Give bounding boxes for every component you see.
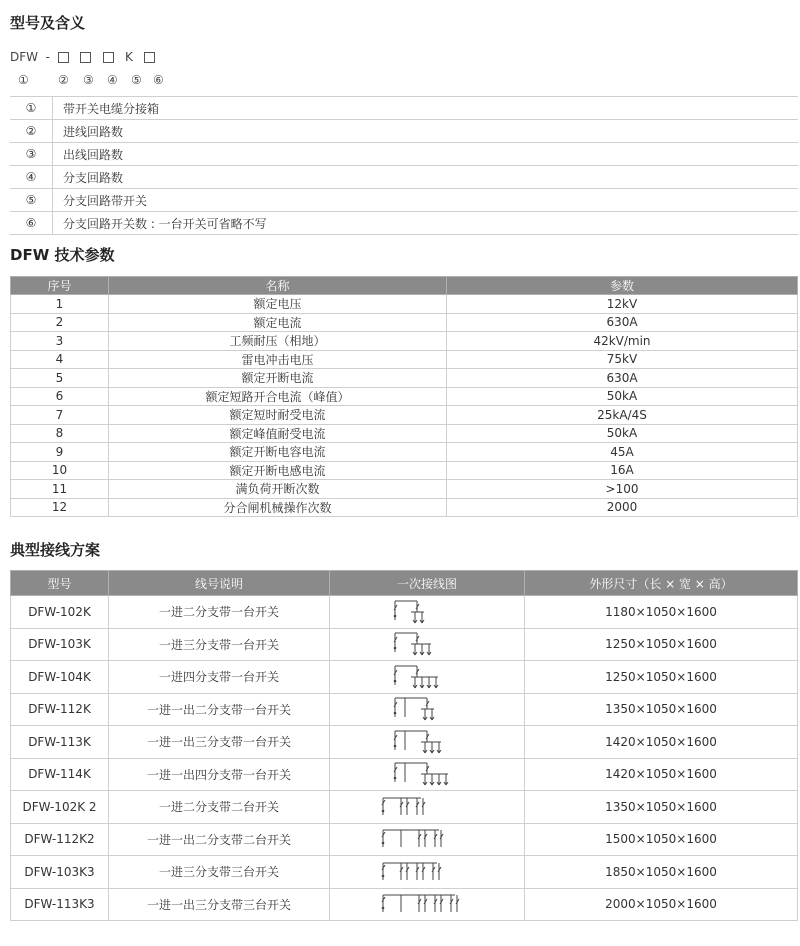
param-name: 满负荷开断次数 — [109, 480, 447, 499]
param-index: 4 — [11, 350, 109, 369]
wiring-model: DFW-104K — [11, 661, 109, 694]
wiring-size: 1180×1050×1600 — [525, 596, 798, 629]
param-index: 11 — [11, 480, 109, 499]
param-name: 分合闸机械操作次数 — [109, 498, 447, 517]
single-line-diagram — [377, 695, 477, 723]
single-line-diagram — [377, 890, 477, 918]
param-index: 7 — [11, 406, 109, 425]
wiring-row — [11, 628, 798, 661]
wiring-section-title: 典型接线方案 — [10, 541, 101, 559]
single-line-diagram — [377, 793, 477, 821]
wiring-header-model: 型号 — [11, 571, 109, 596]
params-table — [10, 276, 798, 517]
params-row — [11, 461, 798, 480]
wiring-row — [11, 726, 798, 759]
params-header-value: 参数 — [447, 277, 798, 295]
param-name: 额定短路开合电流（峰值） — [109, 387, 447, 406]
param-value: 2000 — [447, 498, 798, 517]
param-name: 额定电压 — [109, 295, 447, 314]
param-name: 工频耐压（相地） — [109, 332, 447, 351]
meaning-number: ④ — [10, 166, 53, 189]
meaning-row — [10, 189, 798, 212]
wiring-desc: 一进一出三分支带一台开关 — [109, 726, 330, 759]
params-row — [11, 295, 798, 314]
param-index: 10 — [11, 461, 109, 480]
wiring-header-diagram: 一次接线图 — [330, 571, 525, 596]
placeholder-box-4 — [103, 52, 114, 63]
wiring-diagram-cell — [330, 888, 525, 921]
wiring-diagram-cell — [330, 823, 525, 856]
params-row — [11, 443, 798, 462]
inlet-terminal — [394, 777, 397, 780]
meaning-number: ⑥ — [10, 212, 53, 235]
meaning-text: 出线回路数 — [53, 143, 799, 166]
params-header-name: 名称 — [109, 277, 447, 295]
meaning-text: 分支回路带开关 — [53, 189, 799, 212]
meaning-number: ⑤ — [10, 189, 53, 212]
wiring-desc: 一进三分支带三台开关 — [109, 856, 330, 889]
param-value: 50kA — [447, 424, 798, 443]
params-row — [11, 369, 798, 388]
param-value: 75kV — [447, 350, 798, 369]
wiring-model: DFW-112K2 — [11, 823, 109, 856]
wiring-model: DFW-103K — [11, 628, 109, 661]
params-row — [11, 313, 798, 332]
wiring-model: DFW-103K3 — [11, 856, 109, 889]
index-3: ③ — [83, 73, 94, 87]
wiring-row — [11, 791, 798, 824]
wiring-row — [11, 596, 798, 629]
inlet-terminal — [394, 744, 397, 747]
params-row — [11, 480, 798, 499]
single-line-diagram — [377, 663, 477, 691]
param-value: 50kA — [447, 387, 798, 406]
wiring-row — [11, 856, 798, 889]
wiring-desc: 一进二分支带一台开关 — [109, 596, 330, 629]
wiring-row — [11, 758, 798, 791]
wiring-diagram-cell — [330, 661, 525, 694]
wiring-desc: 一进一出二分支带一台开关 — [109, 693, 330, 726]
meaning-text: 进线回路数 — [53, 120, 799, 143]
wiring-header-row — [11, 571, 798, 596]
single-line-diagram — [377, 760, 477, 788]
param-value: 45A — [447, 443, 798, 462]
param-name: 额定开断电感电流 — [109, 461, 447, 480]
param-index: 8 — [11, 424, 109, 443]
placeholder-box-2 — [58, 52, 69, 63]
params-row — [11, 424, 798, 443]
wiring-row — [11, 823, 798, 856]
meaning-row — [10, 97, 798, 120]
wiring-diagram-cell — [330, 791, 525, 824]
params-row — [11, 332, 798, 351]
wiring-diagram-cell — [330, 693, 525, 726]
param-name: 雷电冲击电压 — [109, 350, 447, 369]
wiring-size: 1420×1050×1600 — [525, 726, 798, 759]
wiring-model: DFW-112K — [11, 693, 109, 726]
wiring-diagram-cell — [330, 758, 525, 791]
wiring-desc: 一进一出二分支带二台开关 — [109, 823, 330, 856]
single-line-diagram — [377, 728, 477, 756]
index-1: ① — [18, 73, 29, 87]
param-value: 16A — [447, 461, 798, 480]
param-value: 630A — [447, 313, 798, 332]
meaning-text: 分支回路数 — [53, 166, 799, 189]
wiring-desc: 一进四分支带一台开关 — [109, 661, 330, 694]
wiring-header-size: 外形尺寸（长 × 宽 × 高） — [525, 571, 798, 596]
wiring-size: 1350×1050×1600 — [525, 693, 798, 726]
param-name: 额定短时耐受电流 — [109, 406, 447, 425]
model-code-pattern — [10, 50, 155, 64]
params-header-row — [11, 277, 798, 295]
wiring-model: DFW-113K3 — [11, 888, 109, 921]
wiring-size: 1350×1050×1600 — [525, 791, 798, 824]
inlet-terminal — [394, 647, 397, 650]
wiring-table — [10, 570, 798, 921]
param-name: 额定开断电容电流 — [109, 443, 447, 462]
wiring-size: 1420×1050×1600 — [525, 758, 798, 791]
params-row — [11, 387, 798, 406]
param-name: 额定峰值耐受电流 — [109, 424, 447, 443]
model-prefix: DFW — [10, 50, 39, 64]
model-meaning-table — [10, 96, 798, 235]
param-index: 5 — [11, 369, 109, 388]
wiring-size: 2000×1050×1600 — [525, 888, 798, 921]
wiring-row — [11, 888, 798, 921]
wiring-desc: 一进二分支带二台开关 — [109, 791, 330, 824]
placeholder-box-6 — [144, 52, 155, 63]
wiring-diagram-cell — [330, 856, 525, 889]
wiring-model: DFW-114K — [11, 758, 109, 791]
inlet-terminal — [382, 842, 385, 845]
param-index: 2 — [11, 313, 109, 332]
wiring-model: DFW-113K — [11, 726, 109, 759]
model-section-title: 型号及含义 — [10, 14, 86, 32]
wiring-size: 1250×1050×1600 — [525, 661, 798, 694]
meaning-row — [10, 212, 798, 235]
model-dash: - — [45, 50, 50, 64]
index-2: ② — [58, 73, 69, 87]
placeholder-box-3 — [80, 52, 91, 63]
param-value: 42kV/min — [447, 332, 798, 351]
param-value: >100 — [447, 480, 798, 499]
params-header-index: 序号 — [11, 277, 109, 295]
param-value: 630A — [447, 369, 798, 388]
wiring-row — [11, 661, 798, 694]
param-index: 3 — [11, 332, 109, 351]
index-6: ⑥ — [153, 73, 164, 87]
single-line-diagram — [377, 598, 477, 626]
wiring-desc: 一进一出三分支带三台开关 — [109, 888, 330, 921]
single-line-diagram — [377, 630, 477, 658]
wiring-header-desc: 线号说明 — [109, 571, 330, 596]
param-index: 9 — [11, 443, 109, 462]
wiring-model: DFW-102K 2 — [11, 791, 109, 824]
meaning-text: 带开关电缆分接箱 — [53, 97, 799, 120]
meaning-row — [10, 166, 798, 189]
inlet-terminal — [394, 614, 397, 617]
index-5: ⑤ — [131, 73, 142, 87]
inlet-terminal — [394, 679, 397, 682]
inlet-terminal — [394, 712, 397, 715]
params-section-title: DFW 技术参数 — [10, 246, 115, 264]
wiring-diagram-cell — [330, 726, 525, 759]
wiring-desc: 一进三分支带一台开关 — [109, 628, 330, 661]
inlet-terminal — [382, 907, 385, 910]
single-line-diagram — [377, 858, 477, 886]
wiring-diagram-cell — [330, 596, 525, 629]
meaning-number: ③ — [10, 143, 53, 166]
param-name: 额定电流 — [109, 313, 447, 332]
param-index: 6 — [11, 387, 109, 406]
params-row — [11, 498, 798, 517]
single-line-diagram — [377, 825, 477, 853]
wiring-model: DFW-102K — [11, 596, 109, 629]
param-value: 25kA/4S — [447, 406, 798, 425]
param-index: 1 — [11, 295, 109, 314]
meaning-row — [10, 143, 798, 166]
meaning-text: 分支回路开关数 : 一台开关可省略不写 — [53, 212, 799, 235]
index-4: ④ — [107, 73, 118, 87]
inlet-terminal — [382, 809, 385, 812]
wiring-size: 1250×1050×1600 — [525, 628, 798, 661]
meaning-number: ② — [10, 120, 53, 143]
wiring-row — [11, 693, 798, 726]
wiring-size: 1500×1050×1600 — [525, 823, 798, 856]
params-row — [11, 406, 798, 425]
wiring-size: 1850×1050×1600 — [525, 856, 798, 889]
meaning-number: ① — [10, 97, 53, 120]
params-row — [11, 350, 798, 369]
param-index: 12 — [11, 498, 109, 517]
inlet-terminal — [382, 874, 385, 877]
wiring-diagram-cell — [330, 628, 525, 661]
meaning-row — [10, 120, 798, 143]
model-k-letter: K — [125, 50, 133, 64]
wiring-desc: 一进一出四分支带一台开关 — [109, 758, 330, 791]
param-name: 额定开断电流 — [109, 369, 447, 388]
param-value: 12kV — [447, 295, 798, 314]
